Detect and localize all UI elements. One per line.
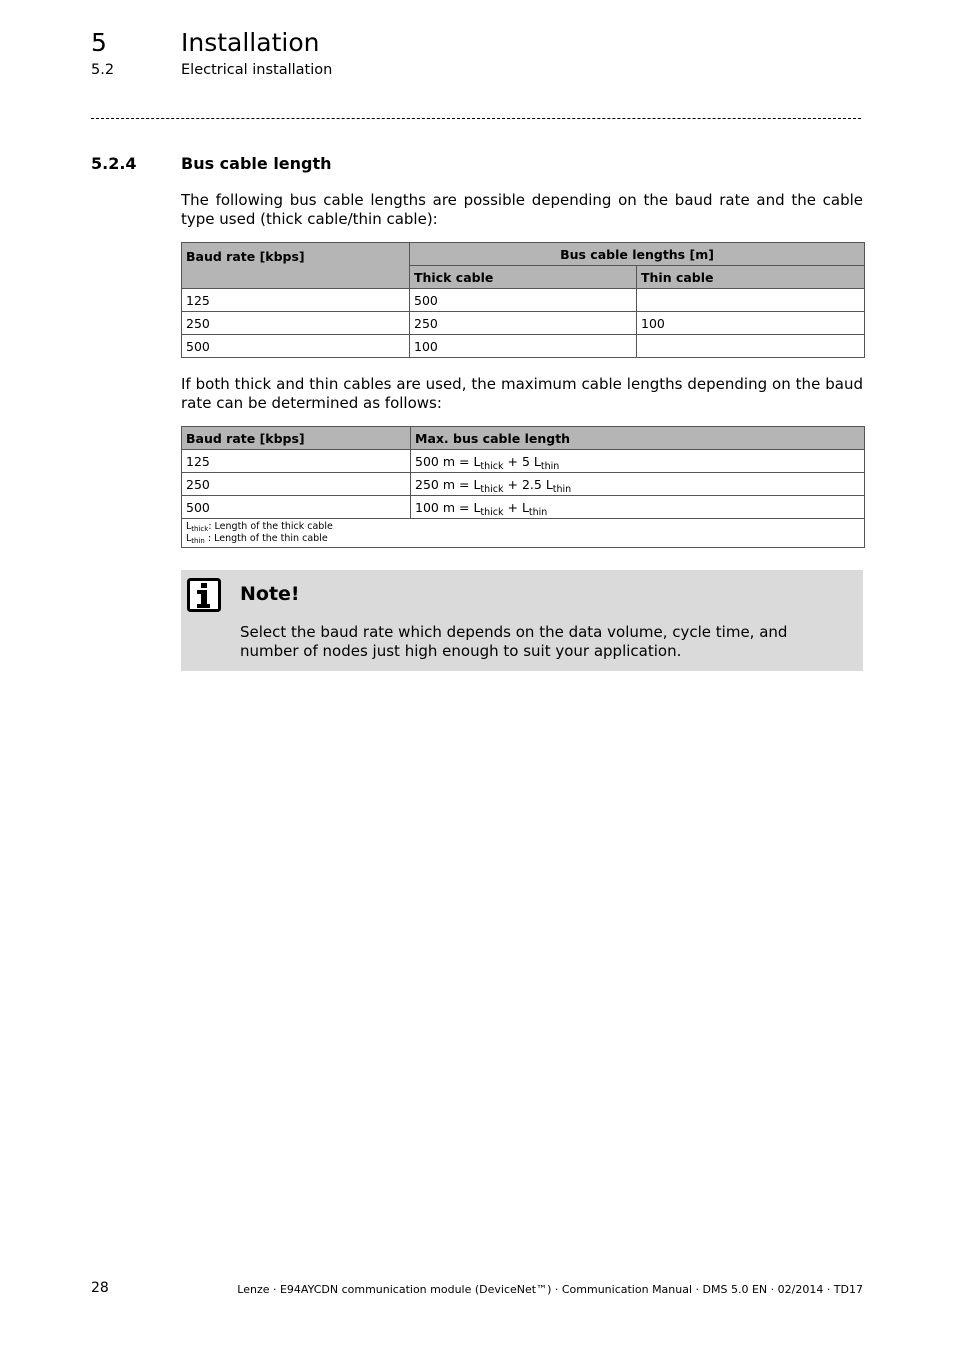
note-box bbox=[181, 570, 863, 671]
intro-paragraph: The following bus cable lengths are possible depending on the baud rate and the cable type used (thick cable/thin cable): bbox=[181, 191, 863, 228]
subchapter-title: Electrical installation bbox=[181, 62, 333, 78]
header-thin-cable: Thin cable bbox=[637, 266, 865, 289]
formula-cell: 500 $m = L_{thick} + 5$ $L_{thin}$ bbox=[411, 450, 865, 473]
note-title: Note! bbox=[240, 583, 300, 605]
table-row bbox=[182, 473, 865, 496]
baud-cell: 500 bbox=[182, 496, 411, 519]
subchapter-number: 5.2 bbox=[91, 62, 115, 78]
thick-cell: 100 bbox=[410, 335, 637, 358]
table-row bbox=[182, 335, 865, 358]
baud-cell: 125 bbox=[182, 450, 411, 473]
cable-length-table bbox=[181, 242, 865, 358]
table-legend: $L_{thick}$: Length of the thick cable $L_{thin}$ : Length of the thin cable bbox=[182, 519, 865, 548]
table-row bbox=[182, 496, 865, 519]
formula-cell: 250 $m = L_{thick} + 2.5$ $L_{thin}$ bbox=[411, 473, 865, 496]
baud-cell: 500 bbox=[182, 335, 410, 358]
formula-cell: 100 $m = L_{thick} + L_{thin}$ bbox=[411, 496, 865, 519]
section-number: 5.2.4 bbox=[91, 154, 137, 173]
baud-cell: 250 bbox=[182, 473, 411, 496]
baud-cell: 125 bbox=[182, 289, 410, 312]
chapter-number: 5 bbox=[91, 28, 107, 57]
header-bus-cable-lengths: Bus cable lengths [m] bbox=[410, 243, 865, 266]
footer-text: Lenze · E94AYCDN communication module (DeviceNet™) · Communication Manual · DMS 5.0 EN · 02/2014 · TD17 bbox=[237, 1283, 863, 1296]
thick-cell: 250 bbox=[410, 312, 637, 335]
thin-cell bbox=[637, 335, 865, 358]
header-baud-rate: Baud rate [kbps] bbox=[182, 427, 411, 450]
thin-cell bbox=[637, 289, 865, 312]
thick-cell: 500 bbox=[410, 289, 637, 312]
section-title: Bus cable length bbox=[181, 154, 332, 173]
header-thick-cable: Thick cable bbox=[410, 266, 637, 289]
header-max-length: Max. bus cable length bbox=[411, 427, 865, 450]
page-number: 28 bbox=[91, 1280, 109, 1296]
thin-cell: 100 bbox=[637, 312, 865, 335]
chapter-title: Installation bbox=[181, 28, 320, 57]
table-row bbox=[182, 450, 865, 473]
table-row bbox=[182, 289, 865, 312]
baud-cell: 250 bbox=[182, 312, 410, 335]
header-divider bbox=[91, 118, 861, 119]
table-row bbox=[182, 312, 865, 335]
mixed-cable-paragraph: If both thick and thin cables are used, the maximum cable lengths depending on the baud rate can be determined as follows: bbox=[181, 375, 863, 412]
note-text: Select the baud rate which depends on the data volume, cycle time, and number of nodes just high enough to suit your application. bbox=[240, 623, 788, 660]
info-icon bbox=[187, 578, 221, 612]
legend-row bbox=[182, 519, 865, 548]
header-baud-rate: Baud rate [kbps] bbox=[182, 243, 410, 289]
max-length-table bbox=[181, 426, 865, 548]
